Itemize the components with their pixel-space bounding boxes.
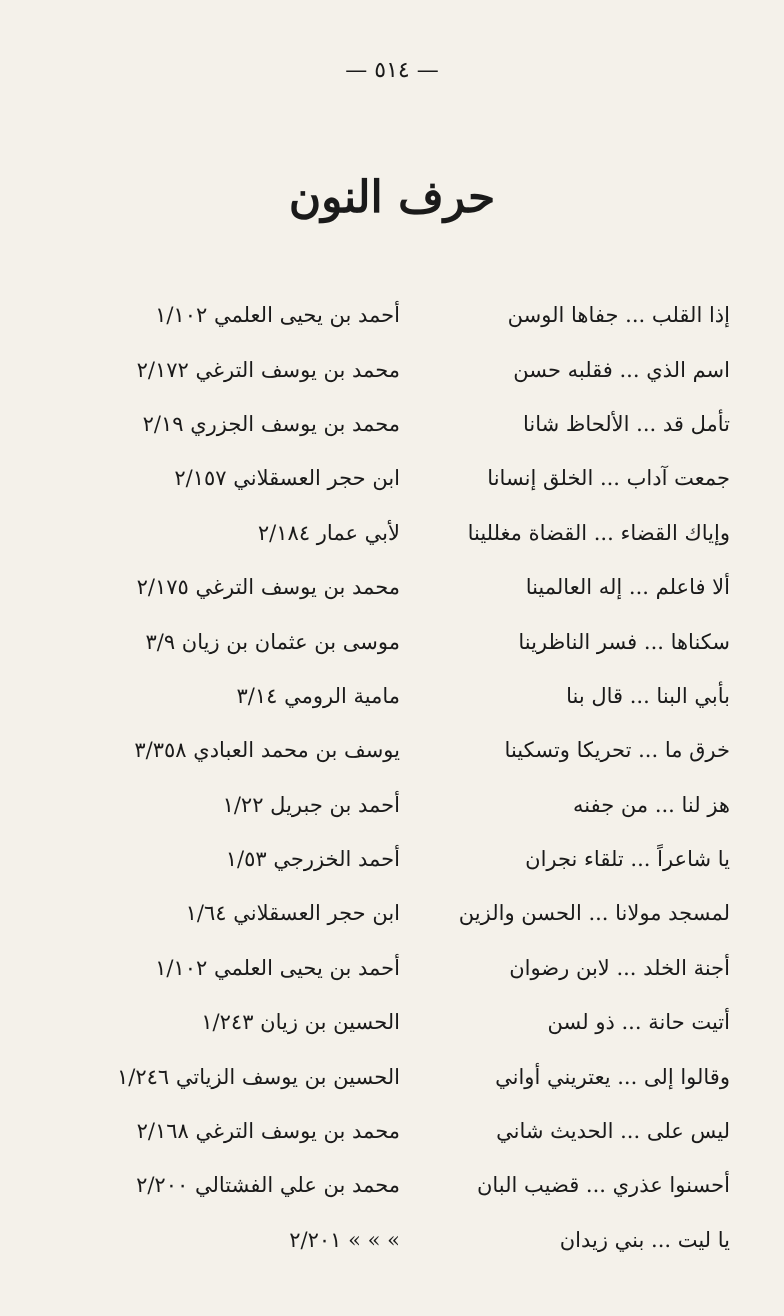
verse-text: ليس على ... الحديث شاني <box>496 1119 730 1144</box>
source-reference: محمد بن يوسف الترغي ٢/١٧٢ <box>136 357 400 382</box>
index-entry <box>100 1158 730 1212</box>
index-entry <box>100 451 730 505</box>
source-reference: مامية الرومي ٣/١٤ <box>236 683 400 708</box>
verse-text: ألا فاعلم ... إله العالمينا <box>525 575 730 600</box>
index-entry <box>100 778 730 832</box>
source-reference: محمد بن علي الفشتالي ٢/٢٠٠ <box>136 1173 400 1198</box>
index-entry <box>100 397 730 451</box>
source-reference: أحمد الخزرجي ١/٥٣ <box>225 847 400 872</box>
index-entry <box>100 886 730 940</box>
source-reference: محمد بن يوسف الترغي ٢/١٦٨ <box>136 1119 400 1144</box>
source-reference: محمد بن يوسف الترغي ٢/١٧٥ <box>136 575 400 600</box>
index-entry <box>100 832 730 886</box>
index-entry <box>100 288 730 342</box>
index-entry <box>100 342 730 396</box>
source-reference: محمد بن يوسف الجزري ٢/١٩ <box>142 411 400 436</box>
verse-text: أحسنوا عذري ... قضيب البان <box>476 1173 730 1198</box>
index-entry <box>100 506 730 560</box>
verse-text: إذا القلب ... جفاها الوسن <box>507 303 730 328</box>
source-reference: لأبي عمار ٢/١٨٤ <box>257 520 400 545</box>
section-title: حرف النون <box>288 172 496 223</box>
index-entry <box>100 1213 730 1267</box>
source-reference: أحمد بن يحيى العلمي ١/١٠٢ <box>155 303 400 328</box>
source-reference: ابن حجر العسقلاني ١/٦٤ <box>185 901 400 926</box>
index-entry <box>100 669 730 723</box>
source-reference: » » » ٢/٢٠١ <box>289 1227 400 1252</box>
source-reference: الحسين بن زيان ١/٢٤٣ <box>201 1010 400 1035</box>
verse-text: وإياك القضاء ... القضاة مغللينا <box>467 520 730 545</box>
index-entry <box>100 560 730 614</box>
index-entry <box>100 995 730 1049</box>
source-reference: يوسف بن محمد العبادي ٣/٣٥٨ <box>134 738 400 763</box>
verse-text: تأمل قد ... الألحاظ شانا <box>522 411 730 436</box>
index-entry <box>100 723 730 777</box>
verse-text: يا ليت ... بني زيدان <box>559 1227 730 1252</box>
verse-text: بأبي البنا ... قال بنا <box>566 683 730 708</box>
verse-text: هز لنا ... من جفنه <box>573 792 730 817</box>
index-entry <box>100 1104 730 1158</box>
verse-index-list <box>100 288 730 1267</box>
page-number: — ٥١٤ — <box>345 58 439 83</box>
source-reference: الحسين بن يوسف الزياتي ١/٢٤٦ <box>116 1064 400 1089</box>
index-entry <box>100 941 730 995</box>
verse-text: لمسجد مولانا ... الحسن والزين <box>458 901 730 926</box>
verse-text: خرق ما ... تحريكا وتسكينا <box>504 738 730 763</box>
verse-text: جمعت آداب ... الخلق إنسانا <box>487 466 730 491</box>
verse-text: يا شاعراً ... تلقاء نجران <box>525 847 730 872</box>
source-reference: أحمد بن يحيى العلمي ١/١٠٢ <box>155 955 400 980</box>
verse-text: وقالوا إلى ... يعتريني أواني <box>495 1064 730 1089</box>
verse-text: سكناها ... فسر الناظرينا <box>518 629 730 654</box>
source-reference: موسى بن عثمان بن زيان ٣/٩ <box>145 629 400 654</box>
verse-text: أتيت حانة ... ذو لسن <box>547 1010 730 1035</box>
index-entry <box>100 614 730 668</box>
source-reference: أحمد بن جبريل ١/٢٢ <box>222 792 400 817</box>
source-reference: ابن حجر العسقلاني ٢/١٥٧ <box>174 466 400 491</box>
index-entry <box>100 1049 730 1103</box>
verse-text: أجنة الخلد ... لابن رضوان <box>509 955 730 980</box>
verse-text: اسم الذي ... فقلبه حسن <box>513 357 730 382</box>
